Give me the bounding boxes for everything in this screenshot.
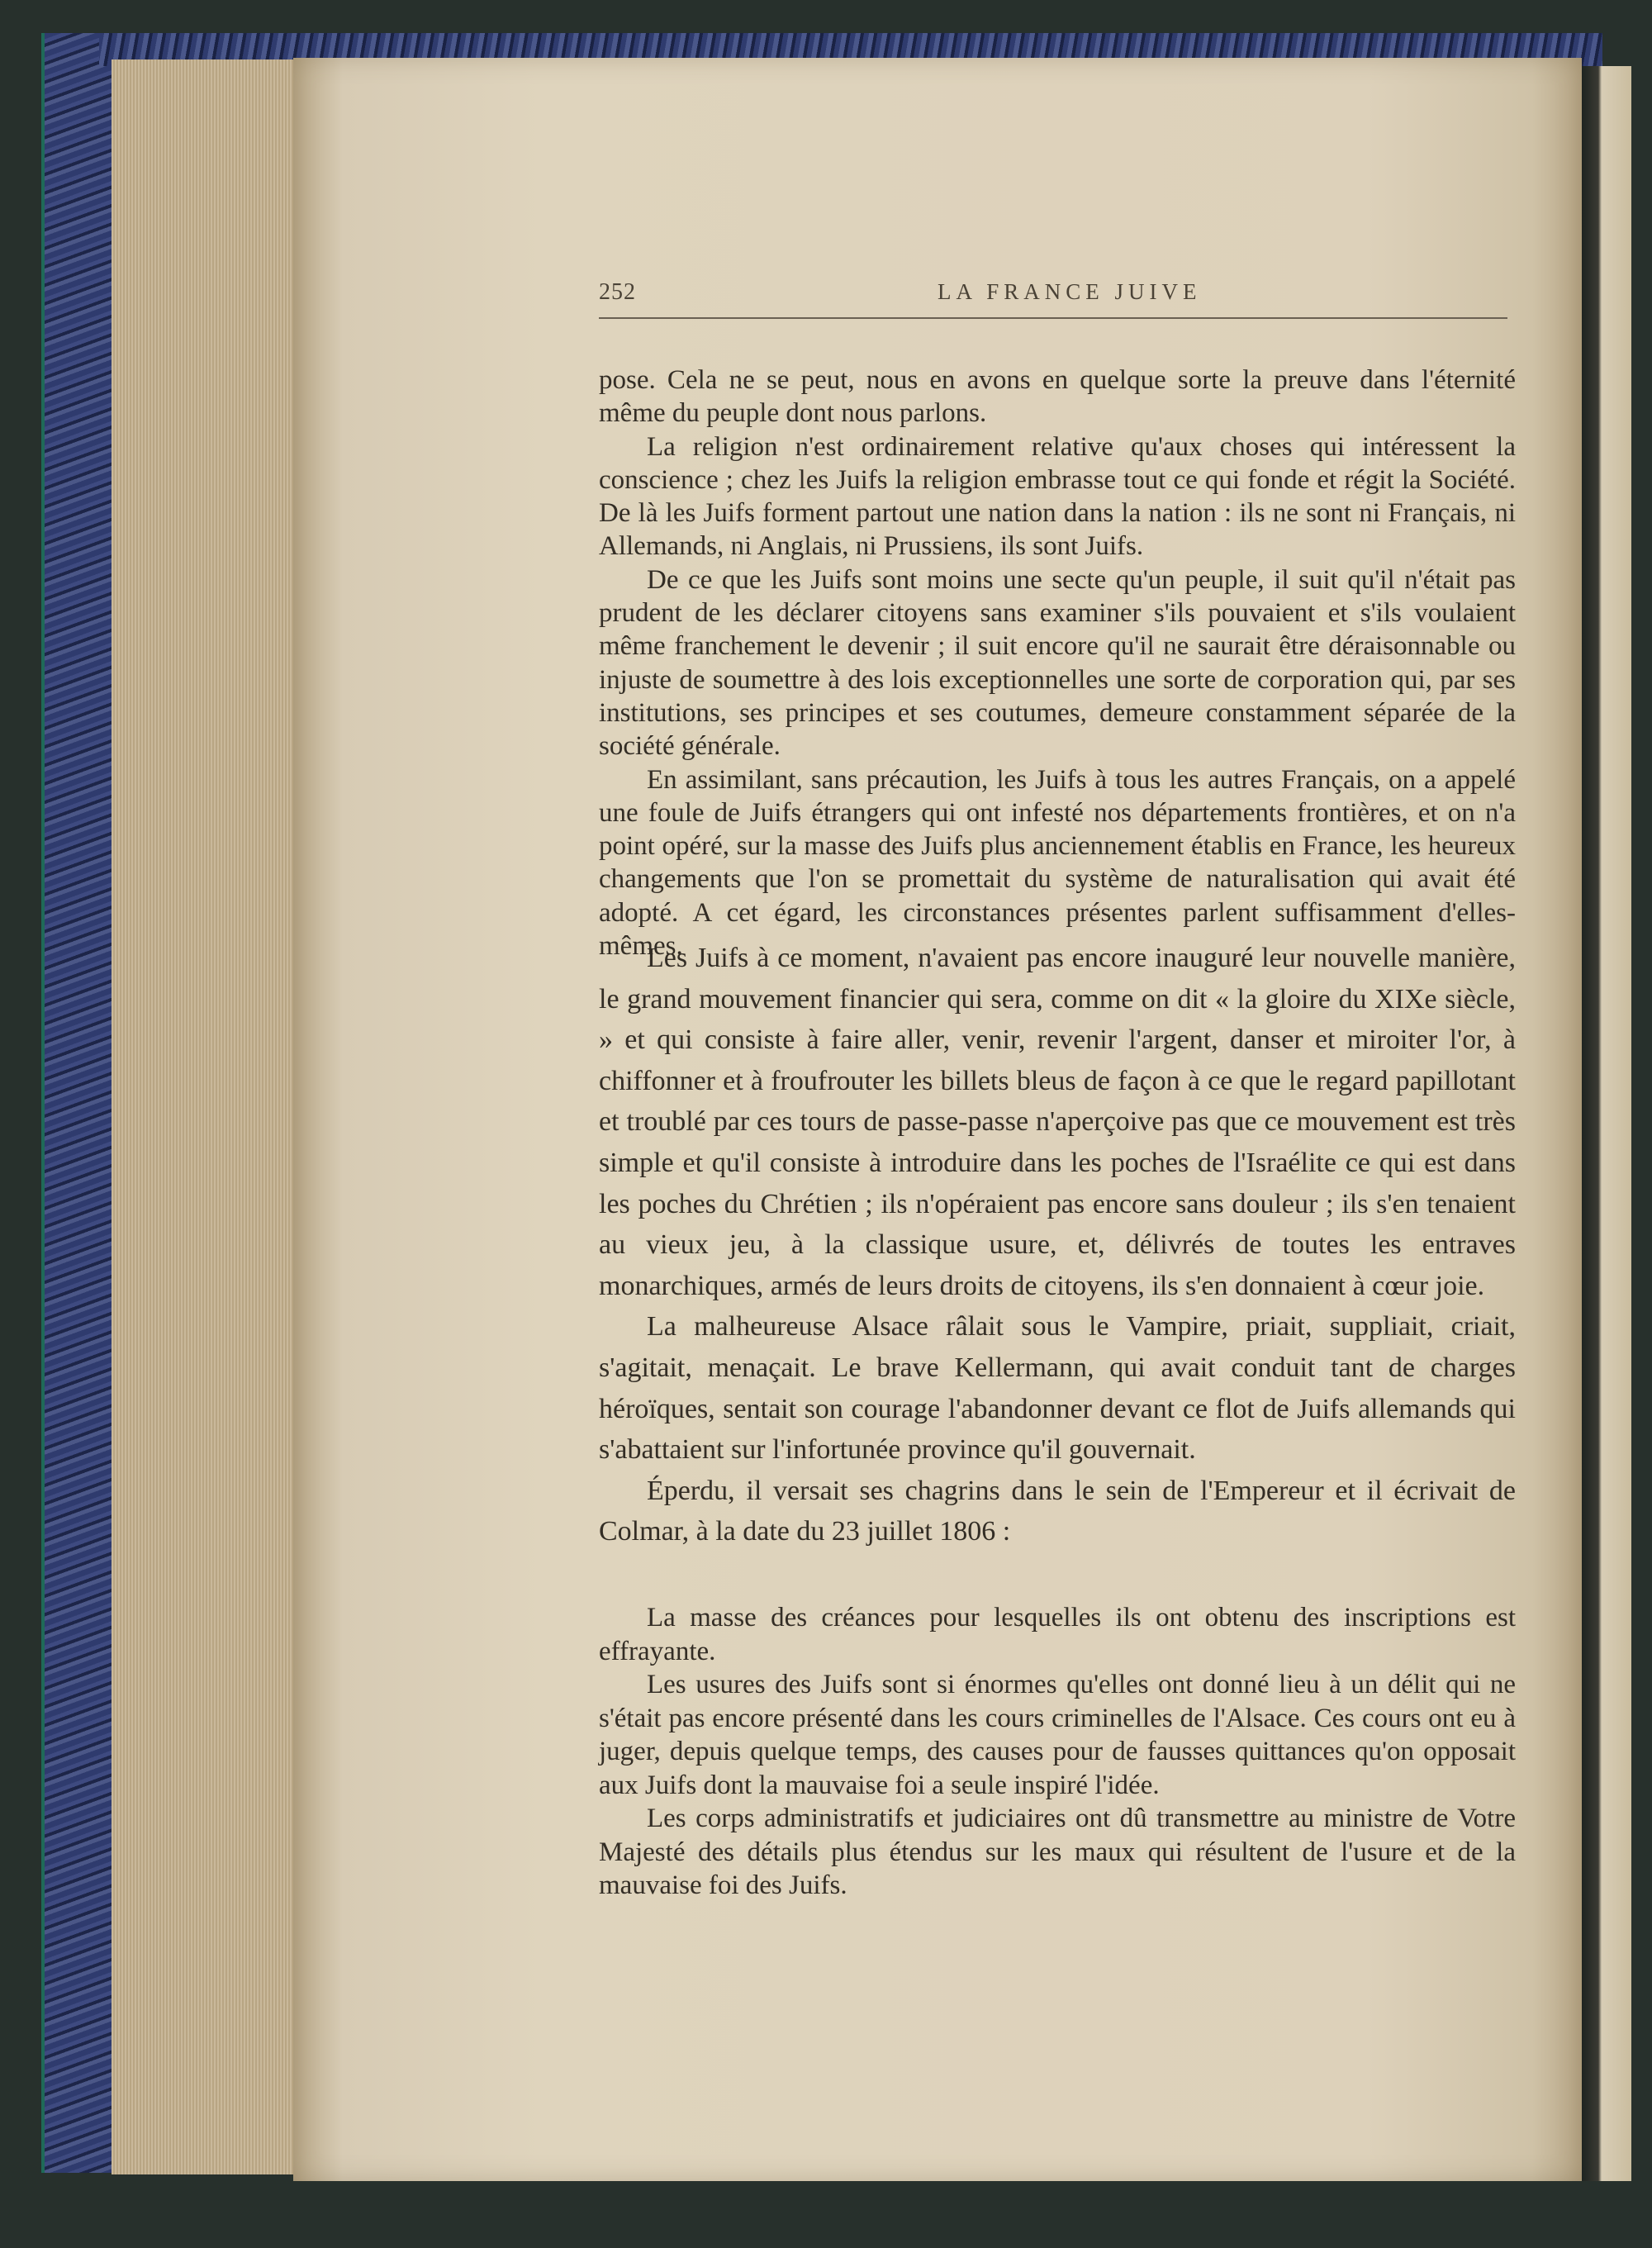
header-rule — [599, 317, 1507, 319]
paragraph: Éperdu, il versait ses chagrins dans le sein de l'Empereur et il écrivait de Colmar, à la date du 23 juillet 1806 : — [599, 1475, 1516, 1547]
facing-page-edge — [1582, 66, 1631, 2181]
paragraph: pose. Cela ne se peut, nous en avons en quelque sorte la preuve dans l'éternité même du peuple dont nous parlons. — [599, 365, 1516, 429]
marbled-cover-spine — [41, 33, 115, 2173]
paragraph: La religion n'est ordinairement relative qu'aux choses qui intéressent la conscience ; chez les Juifs la religion embrasse tout ce qui fonde et régit la Société. De là les Juifs forment partout une nation dans la nation : ils ne sont ni Français, ni Allemands, ni Anglais, ni Prussiens, ils sont Juifs. — [599, 431, 1516, 562]
text-block-2 — [599, 938, 1516, 1552]
paragraph: En assimilant, sans précaution, les Juifs à tous les autres Français, on a appelé une foule de Juifs étrangers qui ont infesté nos départements frontières, et on n'a point opéré, sur la masse des Juifs plus anciennement établis en France, les heureux changements que l'on se promettait du système de naturalisation qui avait été adopté. A cet égard, les circonstances présentes parlent suffisamment d'elles-mêmes. — [599, 764, 1516, 962]
page-header — [599, 273, 1507, 310]
paragraph: Les usures des Juifs sont si énormes qu'elles ont donné lieu à un délit qui ne s'était pas encore présenté dans les cours criminelles de l'Alsace. Ces cours ont eu à juger, depuis quelque temps, des causes pour de fausses quittances qu'on opposait aux Juifs dont la mauvaise foi a seule inspiré l'idée. — [599, 1670, 1516, 1800]
running-title: LA FRANCE JUIVE — [938, 279, 1202, 304]
paragraph: Les corps administratifs et judiciaires ont dû transmettre au ministre de Votre Majesté des détails plus étendus sur les maux qui résultent de l'usure et de la mauvaise foi des Juifs. — [599, 1804, 1516, 1900]
paragraph: De ce que les Juifs sont moins une secte qu'un peuple, il suit qu'il n'était pas prudent de les déclarer citoyens sans examiner s'ils pouvaient et s'ils voulaient même franchement le devenir ; il suit encore qu'il ne saurait être déraisonnable ou injuste de soumettre à des lois exceptionnelles une sorte de corporation qui, par ses institutions, ses principes et ses coutumes, demeure constamment séparée de la société générale. — [599, 564, 1516, 762]
page-number: 252 — [599, 279, 636, 305]
text-block-1 — [599, 364, 1516, 962]
paragraph: La masse des créances pour lesquelles ils ont obtenu des inscriptions est effrayante. — [599, 1603, 1516, 1666]
paragraph: La malheureuse Alsace râlait sous le Vampire, priait, suppliait, criait, s'agitait, menaçait. Le brave Kellermann, qui avait conduit tant de charges héroïques, sentait son courage l'abandonner devant ce flot de Juifs allemands qui s'abattaient sur l'infortunée province qu'il gouvernait. — [599, 1311, 1516, 1466]
page-edges — [112, 59, 301, 2174]
quoted-letter — [599, 1601, 1516, 1903]
paragraph: Les Juifs à ce moment, n'avaient pas encore inauguré leur nouvelle manière, le grand mouvement financier qui sera, comme on dit « la gloire du XIXe siècle, » et qui consiste à faire aller, venir, revenir l'argent, danser et miroiter l'or, à chiffonner et à froufrouter les billets bleus de façon à ce que le regard papillotant et troublé par ces tours de passe-passe n'aperçoive pas que ce mouvement est très simple et qu'il consiste à introduire dans les poches de l'Israélite ce qui est dans les poches du Chrétien ; ils n'opéraient pas encore sans douleur ; ils s'en tenaient au vieux jeu, à la classique usure, et, délivrés de toutes les entraves monarchiques, armés de leurs droits de citoyens, ils s'en donnaient à cœur joie. — [599, 943, 1516, 1301]
